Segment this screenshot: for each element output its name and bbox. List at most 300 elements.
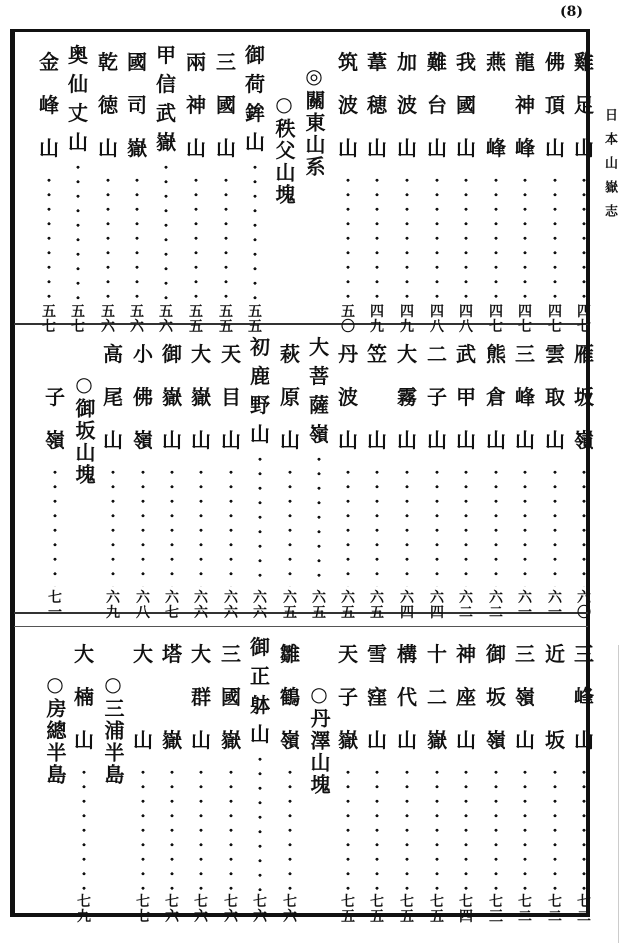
index-entry: [570, 40, 598, 335]
entry-page-number: [283, 591, 297, 621]
dot-leader: [523, 173, 527, 301]
page-digit: 八: [136, 605, 150, 621]
index-entry: [334, 40, 362, 335]
entry-name-char: 峰: [515, 135, 535, 160]
dot-leader: [194, 173, 198, 301]
entry-name-char: 山: [367, 727, 387, 752]
page-digit: 六: [400, 590, 414, 606]
entry-name-char: 構: [397, 641, 417, 666]
index-entry: [152, 40, 180, 335]
entry-name-char: 山: [133, 727, 153, 752]
entry-name-char: 國: [456, 92, 476, 117]
section-divider-2b: [14, 626, 588, 627]
page-digit: 五: [101, 304, 115, 320]
index-entry: [129, 332, 157, 621]
entry-name-char: 山: [245, 129, 265, 154]
page-number: (8): [560, 4, 583, 20]
entry-name-char: 二: [427, 341, 447, 366]
entry-name-char: 峰: [486, 135, 506, 160]
page-digit: 七: [165, 894, 179, 910]
dot-leader: [141, 465, 145, 587]
entry-name-char: 山: [456, 135, 476, 160]
page-digit: 七: [341, 894, 355, 910]
page-digit: 四: [577, 304, 591, 320]
page-digit: 六: [341, 590, 355, 606]
page-digit: 五: [248, 319, 262, 335]
page-digit: 五: [189, 319, 203, 335]
page-digit: 二: [577, 909, 591, 925]
entry-name-char: 山: [456, 727, 476, 752]
entry-page-number: [136, 591, 150, 621]
entry-name-char: 嶽: [162, 727, 182, 752]
dot-leader: [405, 765, 409, 891]
index-entry: [217, 332, 245, 621]
entry-name-char: 山: [191, 427, 211, 452]
dot-leader: [170, 465, 174, 587]
page-digit: 九: [106, 605, 120, 621]
entry-name-char: 龍: [515, 49, 535, 74]
index-entry: [305, 332, 333, 621]
page-digit: 七: [489, 319, 503, 335]
entry-name-char: 三: [515, 641, 535, 666]
entry-name-char: 波: [397, 92, 417, 117]
entry-name-char: 山: [574, 727, 594, 752]
index-entry: [217, 632, 245, 925]
page-digit: 七: [577, 894, 591, 910]
entry-page-number: [370, 305, 384, 335]
index-entry: [570, 332, 598, 621]
page-digit: 五: [341, 304, 355, 320]
dot-leader: [494, 465, 498, 587]
entry-name-char: 兩: [186, 49, 206, 74]
entry-name-char: 波: [338, 384, 358, 409]
page-digit: 五: [189, 304, 203, 320]
entry-name-char: 丹: [338, 341, 358, 366]
entry-name-char: 熊: [486, 341, 506, 366]
entry-name-char: 金: [39, 49, 59, 74]
entry-name-char: 天: [221, 341, 241, 366]
entry-name-char: 武: [156, 100, 176, 125]
index-entry: [482, 40, 510, 335]
entry-name-char: 嶺: [133, 427, 153, 452]
page-digit: 九: [77, 909, 91, 925]
entry-name-char: 雁: [574, 341, 594, 366]
index-entry: [423, 332, 451, 621]
entry-name-char: 嶺: [309, 421, 329, 446]
entry-name-char: 雞: [574, 49, 594, 74]
page-digit: 六: [165, 590, 179, 606]
index-entry: [452, 332, 480, 621]
entry-name-char: 山: [545, 427, 565, 452]
entry-name-char: 萩: [280, 341, 300, 366]
entry-name-char: 野: [250, 392, 270, 417]
index-entry: [541, 40, 569, 335]
entry-name-char: 山: [338, 135, 358, 160]
index-entry: [276, 632, 304, 925]
dot-leader: [288, 465, 292, 587]
entry-page-number: [48, 591, 62, 621]
page-digit: 二: [518, 909, 532, 925]
page-digit: 六: [430, 590, 444, 606]
dot-leader: [229, 765, 233, 891]
page-digit: 四: [430, 304, 444, 320]
group-header: ○丹澤山塊: [307, 682, 331, 796]
entry-name-char: 坂: [574, 384, 594, 409]
dot-leader: [405, 173, 409, 301]
entry-name-char: 峰: [39, 92, 59, 117]
dot-leader: [464, 765, 468, 891]
entry-page-number: [224, 895, 238, 925]
index-entry: [334, 332, 362, 621]
page-digit: 六: [194, 605, 208, 621]
page-digit: 六: [194, 590, 208, 606]
page-digit: 七: [165, 605, 179, 621]
group-header: ◎關東山系: [302, 64, 326, 178]
margin-title: 日本山嶽志: [602, 108, 617, 228]
dot-leader: [375, 173, 379, 301]
entry-name-char: 佛: [545, 49, 565, 74]
entry-name-char: 小: [133, 341, 153, 366]
entry-name-char: 足: [574, 92, 594, 117]
page-digit: 五: [312, 605, 326, 621]
entry-name-char: 近: [545, 641, 565, 666]
entry-page-number: [42, 305, 56, 335]
page-digit: 七: [577, 319, 591, 335]
entry-name-char: 高: [103, 341, 123, 366]
dot-leader: [199, 765, 203, 891]
page-digit: 八: [459, 319, 473, 335]
index-entry: [158, 632, 186, 925]
entry-name-char: 嶺: [280, 727, 300, 752]
entry-page-number: [548, 591, 562, 621]
dot-leader: [76, 160, 80, 301]
index-entry: [482, 632, 510, 925]
page-digit: 二: [459, 605, 473, 621]
page-digit: 七: [136, 909, 150, 925]
dot-leader: [494, 765, 498, 891]
dot-leader: [405, 465, 409, 587]
entry-page-number: [71, 305, 85, 335]
index-entry: [129, 632, 157, 925]
page-digit: 五: [248, 304, 262, 320]
entry-name-char: 山: [545, 135, 565, 160]
entry-name-char: 山: [338, 427, 358, 452]
page-digit: 七: [430, 894, 444, 910]
dot-leader: [582, 173, 586, 301]
dot-leader: [317, 452, 321, 587]
entry-name-char: 山: [280, 427, 300, 452]
entry-page-number: [253, 895, 267, 925]
entry-name-char: 御: [486, 641, 506, 666]
dot-leader: [111, 465, 115, 587]
dot-leader: [224, 173, 228, 301]
index-entry: [511, 632, 539, 925]
section-2: [15, 332, 594, 621]
page-digit: 八: [430, 319, 444, 335]
entry-name-char: 山: [427, 427, 447, 452]
entry-name-char: 雛: [280, 641, 300, 666]
entry-page-number: [194, 591, 208, 621]
index-entry: [511, 332, 539, 621]
index-entry: [187, 332, 215, 621]
page-digit: 六: [518, 590, 532, 606]
entry-page-number: [400, 895, 414, 925]
page-digit: 七: [194, 894, 208, 910]
entry-name-char: 國: [221, 684, 241, 709]
entry-name-char: 我: [456, 49, 476, 74]
entry-name-char: 薩: [309, 392, 329, 417]
entry-name-char: 霧: [397, 384, 417, 409]
page-digit: 五: [370, 605, 384, 621]
entry-name-char: 十: [427, 641, 447, 666]
entry-name-char: 笠: [367, 341, 387, 366]
entry-name-char: [482, 83, 510, 126]
index-entry: [158, 332, 186, 621]
entry-name-char: 山: [186, 135, 206, 160]
entry-name-char: 台: [427, 92, 447, 117]
entry-name-char: 奥: [68, 42, 88, 67]
entry-page-number: [224, 591, 238, 621]
page-digit: 六: [253, 909, 267, 925]
dot-leader: [47, 173, 51, 301]
entry-name-char: 山: [397, 135, 417, 160]
entry-page-number: [253, 591, 267, 621]
entry-page-number: [577, 895, 591, 925]
entry-name-char: 荷: [245, 71, 265, 96]
entry-name-char: 神: [515, 92, 535, 117]
index-entry: [482, 332, 510, 621]
page-digit: 七: [548, 894, 562, 910]
group-header: ○房總半島: [43, 672, 67, 786]
entry-name-char: [363, 375, 391, 418]
entry-name-char: 波: [338, 92, 358, 117]
page-digit: 七: [518, 894, 532, 910]
index-entry: [94, 40, 122, 335]
entry-name-char: 山: [162, 427, 182, 452]
page-digit: 二: [489, 605, 503, 621]
page-digit: 四: [459, 304, 473, 320]
dot-leader: [435, 765, 439, 891]
entry-page-number: [136, 895, 150, 925]
entry-page-number: [400, 305, 414, 335]
page-digit: 五: [370, 909, 384, 925]
entry-page-number: [518, 591, 532, 621]
entry-name-char: 佛: [133, 384, 153, 409]
page-digit: 五: [400, 909, 414, 925]
index-entry: [363, 40, 391, 335]
entry-name-char: 正: [250, 663, 270, 688]
entry-name-char: 山: [397, 727, 417, 752]
entry-name-char: 加: [397, 49, 417, 74]
page-digit: 六: [548, 590, 562, 606]
index-entry: [35, 40, 63, 335]
entry-page-number: [101, 305, 115, 335]
page-digit: 六: [283, 909, 297, 925]
page-digit: 七: [370, 894, 384, 910]
dot-leader: [229, 465, 233, 587]
entry-name-char: 嶺: [45, 427, 65, 452]
entry-page-number: [370, 895, 384, 925]
entry-name-char: 山: [68, 129, 88, 154]
entry-name-char: 信: [156, 71, 176, 96]
entry-page-number: [248, 305, 262, 335]
page-digit: 七: [518, 319, 532, 335]
entry-name-char: 山: [367, 427, 387, 452]
entry-page-number: [489, 305, 503, 335]
entry-name-char: 三: [221, 641, 241, 666]
page-digit: 四: [400, 304, 414, 320]
entry-name-char: 嶽: [156, 129, 176, 154]
dot-leader: [582, 765, 586, 891]
entry-name-char: [41, 332, 69, 375]
entry-page-number: [341, 591, 355, 621]
entry-name-char: [541, 675, 569, 718]
entry-name-char: 塔: [162, 641, 182, 666]
index-entry: [246, 632, 274, 925]
entry-name-char: 山: [397, 427, 417, 452]
dot-leader: [258, 752, 262, 891]
entry-page-number: [370, 591, 384, 621]
entry-name-char: 菩: [309, 363, 329, 388]
page-digit: 一: [518, 605, 532, 621]
entry-name-char: 燕: [486, 49, 506, 74]
dot-leader: [346, 465, 350, 587]
entry-page-number: [219, 305, 233, 335]
entry-name-char: 丈: [68, 100, 88, 125]
group-header: ○三浦半島: [101, 672, 125, 786]
page-digit: 六: [224, 605, 238, 621]
dot-leader: [523, 765, 527, 891]
dot-leader: [106, 173, 110, 301]
entry-name-char: 鶴: [280, 684, 300, 709]
entry-name-char: 山: [216, 135, 236, 160]
entry-name-char: 筑: [338, 49, 358, 74]
index-entry: [241, 40, 269, 335]
page-edge-line: [618, 645, 619, 943]
dot-leader: [82, 765, 86, 891]
index-entry: [570, 632, 598, 925]
page-digit: 五: [283, 605, 297, 621]
dot-leader: [346, 765, 350, 891]
entry-name-char: 武: [456, 341, 476, 366]
index-entry: [393, 632, 421, 925]
entry-name-char: 穂: [367, 92, 387, 117]
entry-name-char: 國: [127, 49, 147, 74]
entry-page-number: [106, 591, 120, 621]
entry-page-number: [341, 305, 355, 335]
page-digit: 七: [400, 894, 414, 910]
group-header: ○秩父山塊: [272, 92, 296, 206]
entry-page-number: [548, 305, 562, 335]
entry-name-char: 嶺: [574, 427, 594, 452]
index-entry: [41, 332, 69, 621]
entry-name-char: 大: [74, 641, 94, 666]
page-digit: 五: [71, 304, 85, 320]
index-entry: [363, 632, 391, 925]
index-entry: [511, 40, 539, 335]
entry-page-number: [518, 895, 532, 925]
entry-name-char: 雪: [367, 641, 387, 666]
entry-name-char: 大: [309, 334, 329, 359]
index-entry: [212, 40, 240, 335]
entry-name-char: 嶽: [127, 135, 147, 160]
index-entry: [70, 632, 98, 925]
entry-name-char: 代: [397, 684, 417, 709]
entry-page-number: [159, 305, 173, 335]
entry-name-char: 子: [45, 384, 65, 409]
page-digit: 一: [48, 605, 62, 621]
dot-leader: [258, 452, 262, 587]
entry-name-char: 原: [280, 384, 300, 409]
index-entry: [363, 332, 391, 621]
dot-leader: [346, 173, 350, 301]
entry-name-char: 神: [456, 641, 476, 666]
entry-name-char: 御: [162, 341, 182, 366]
dot-leader: [135, 173, 139, 301]
page-digit: 七: [71, 319, 85, 335]
page-digit: 五: [341, 909, 355, 925]
index-entry: [246, 332, 274, 621]
entry-name-char: 二: [427, 684, 447, 709]
entry-name-char: 大: [191, 341, 211, 366]
page-digit: 四: [548, 304, 562, 320]
entry-name-char: 難: [427, 49, 447, 74]
page-digit: 五: [42, 304, 56, 320]
page-digit: 六: [312, 590, 326, 606]
dot-leader: [553, 765, 557, 891]
page-digit: 四: [489, 304, 503, 320]
dot-leader: [288, 765, 292, 891]
entry-page-number: [283, 895, 297, 925]
entry-page-number: [430, 591, 444, 621]
entry-page-number: [430, 305, 444, 335]
index-entry: [187, 632, 215, 925]
entry-page-number: [577, 591, 591, 621]
page-digit: 五: [219, 319, 233, 335]
page-digit: 六: [370, 590, 384, 606]
entry-name-char: 躰: [250, 692, 270, 717]
entry-name-char: 大: [397, 341, 417, 366]
entry-name-char: 坂: [545, 727, 565, 752]
index-entry: [393, 332, 421, 621]
entry-page-number: [489, 591, 503, 621]
entry-name-char: 大: [191, 641, 211, 666]
index-entry: [393, 40, 421, 335]
entry-name-char: [158, 675, 186, 718]
entry-name-char: 窪: [367, 684, 387, 709]
entry-page-number: [459, 305, 473, 335]
page-digit: 六: [194, 909, 208, 925]
entry-name-char: 御: [250, 634, 270, 659]
entry-name-char: 峰: [574, 684, 594, 709]
entry-name-char: 頂: [545, 92, 565, 117]
entry-name-char: 楠: [74, 684, 94, 709]
page-digit: 九: [370, 319, 384, 335]
page-digit: 四: [518, 304, 532, 320]
index-entry: [334, 632, 362, 925]
page-digit: 五: [130, 304, 144, 320]
entry-page-number: [548, 895, 562, 925]
entry-page-number: [577, 305, 591, 335]
entry-name-char: 雲: [545, 341, 565, 366]
page-digit: 六: [459, 590, 473, 606]
page-digit: 六: [165, 909, 179, 925]
page-digit: 五: [219, 304, 233, 320]
entry-name-char: 山: [103, 427, 123, 452]
entry-name-char: 三: [515, 341, 535, 366]
dot-leader: [170, 765, 174, 891]
entry-page-number: [165, 591, 179, 621]
